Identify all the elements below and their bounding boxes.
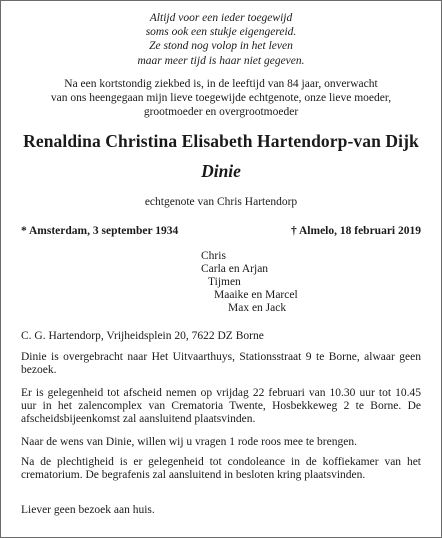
intro-line: Na een kortstondig ziekbed is, in de leeftijd van 84 jaar, onverwacht	[64, 78, 378, 90]
paragraph-no-visits: Liever geen bezoek aan huis.	[21, 504, 155, 516]
paragraph-condolence: Na de plechtigheid is er gelegenheid tot condoleance in de koffiekamer van het crematorium. De begrafenis zal aansluitend in besloten kring plaatsvinden.	[21, 456, 421, 482]
paragraph-viewing: Dinie is overgebracht naar Het Uitvaarthuys, Stationsstraat 9 te Borne, alwaar geen bezoek.	[21, 351, 421, 377]
family-member: Maaike en Marcel	[214, 289, 298, 301]
paragraph-rose-request: Naar de wens van Dinie, willen wij u vragen 1 rode roos mee te brengen.	[21, 436, 357, 448]
birth-date: * Amsterdam, 3 september 1934	[21, 225, 179, 237]
deceased-nickname: Dinie	[201, 161, 241, 181]
death-date: † Almelo, 18 februari 2019	[291, 225, 421, 237]
poem-line: maar meer tijd is haar niet gegeven.	[137, 54, 305, 67]
family-member: Max en Jack	[228, 302, 287, 314]
spouse-line: echtgenote van Chris Hartendorp	[144, 196, 298, 208]
poem-line: soms ook een stukje eigengereid.	[145, 26, 297, 39]
paragraph-farewell: Er is gelegenheid tot afscheid nemen op vrijdag 22 februari van 10.30 uur tot 10.45 uur in het zalencomplex van Crematoria Twente, Hosbekkeweg 2 te Borne. De afscheidsbijeenkomst zal aansluitend plaatsvinden.	[21, 387, 421, 426]
family-member: Carla en Arjan	[201, 263, 269, 275]
family-member: Chris	[201, 250, 226, 262]
intro-line: grootmoeder en overgrootmoeder	[143, 106, 299, 119]
announcement-intro	[1, 77, 441, 120]
intro-line: van ons heengegaan mijn lieve toegewijde echtgenote, onze lieve moeder,	[50, 92, 392, 105]
poem-line: Altijd voor een ieder toegewijd	[149, 12, 293, 24]
deceased-full-name: Renaldina Christina Elisabeth Hartendorp-van Dijk	[23, 131, 419, 151]
memorial-poem	[1, 11, 441, 68]
poem-line: Ze stond nog volop in het leven	[149, 40, 293, 53]
family-member: Tijmen	[208, 276, 241, 288]
home-address: C. G. Hartendorp, Vrijheidsplein 20, 7622 DZ Borne	[21, 330, 264, 342]
